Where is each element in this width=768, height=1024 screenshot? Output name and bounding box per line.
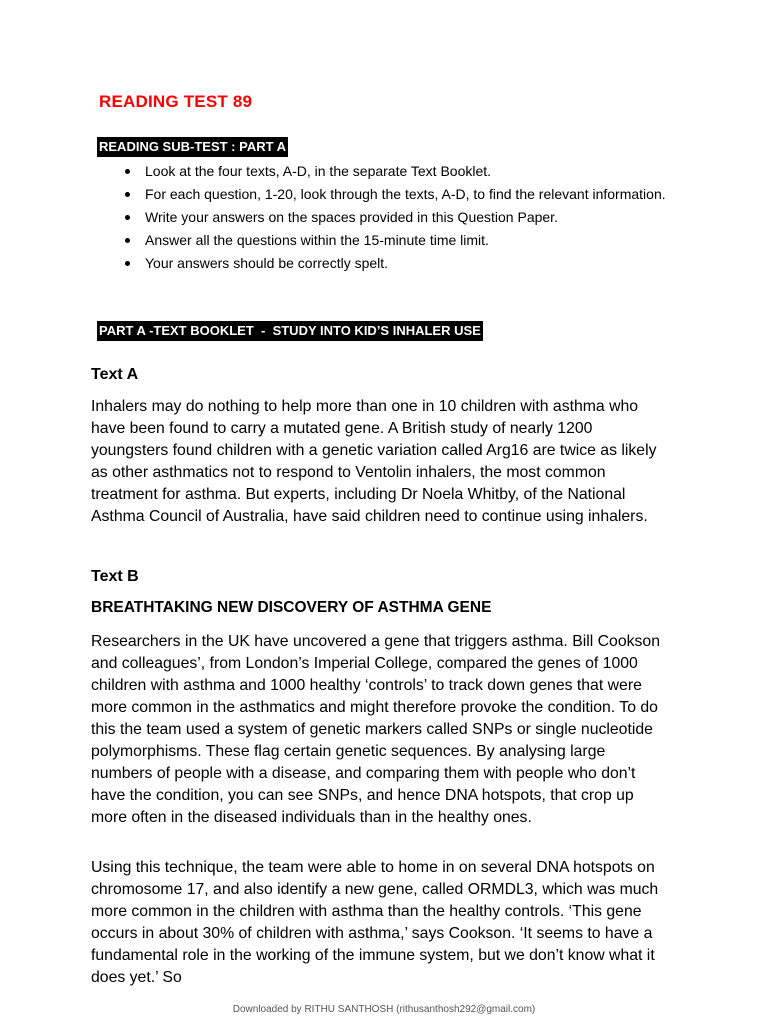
instruction-item: For each question, 1-20, look through the texts, A-D, to find the relevant information.	[122, 184, 682, 205]
instructions-list	[122, 161, 682, 276]
text-b-label: Text B	[91, 568, 139, 585]
subtest-heading: READING SUB-TEST : PART A	[97, 137, 288, 157]
text-b-paragraph-1: Researchers in the UK have uncovered a gene that triggers asthma. Bill Cookson and colleagues’, from London’s Imperial College, compared the genes of 1000 children with asthma and 1000 healthy ‘controls’ to track down genes that were more common in the asthmatics and might therefore provoke the condition. To do this the team used a system of genetic markers called SNPs or single nucleotide polymorphisms. These flag certain genetic sequences. By analysing large numbers of people with a disease, and comparing them with people who don’t have the condition, you can see SNPs, and hence DNA hotspots, that crop up more often in the diseased individuals than in the healthy ones.	[91, 633, 660, 826]
instruction-item: Answer all the questions within the 15-minute time limit.	[122, 230, 682, 251]
instruction-item: Look at the four texts, A-D, in the separate Text Booklet.	[122, 161, 682, 182]
test-title: READING TEST 89	[99, 92, 253, 111]
download-footer: Downloaded by RITHU SANTHOSH (rithusanthosh292@gmail.com)	[232, 1004, 536, 1015]
text-a-paragraph: Inhalers may do nothing to help more than one in 10 children with asthma who have been found to carry a mutated gene. A British study of nearly 1200 youngsters found children with a genetic variation called Arg16 are twice as likely as other asthmatics not to respond to Ventolin inhalers, the most common treatment for asthma. But experts, including Dr Noela Whitby, of the National Asthma Council of Australia, have said children need to continue using inhalers.	[91, 398, 657, 525]
text-b-paragraph-2: Using this technique, the team were able to home in on several DNA hotspots on chromosome 17, and also identify a new gene, called ORMDL3, which was much more common in the children with asthma than the healthy controls. ‘This gene occurs in about 30% of children with asthma,’ says Cookson. ‘It seems to have a fundamental role in the working of the immune system, but we don’t know what it does yet.’ So	[91, 859, 659, 986]
text-booklet-heading: PART A -TEXT BOOKLET - STUDY INTO KID’S INHALER USE	[97, 321, 483, 341]
text-a-label: Text A	[91, 366, 139, 383]
instruction-item: Your answers should be correctly spelt.	[122, 253, 682, 274]
instruction-item: Write your answers on the spaces provided in this Question Paper.	[122, 207, 682, 228]
text-b-article-heading: BREATHTAKING NEW DISCOVERY OF ASTHMA GENE	[91, 599, 492, 616]
